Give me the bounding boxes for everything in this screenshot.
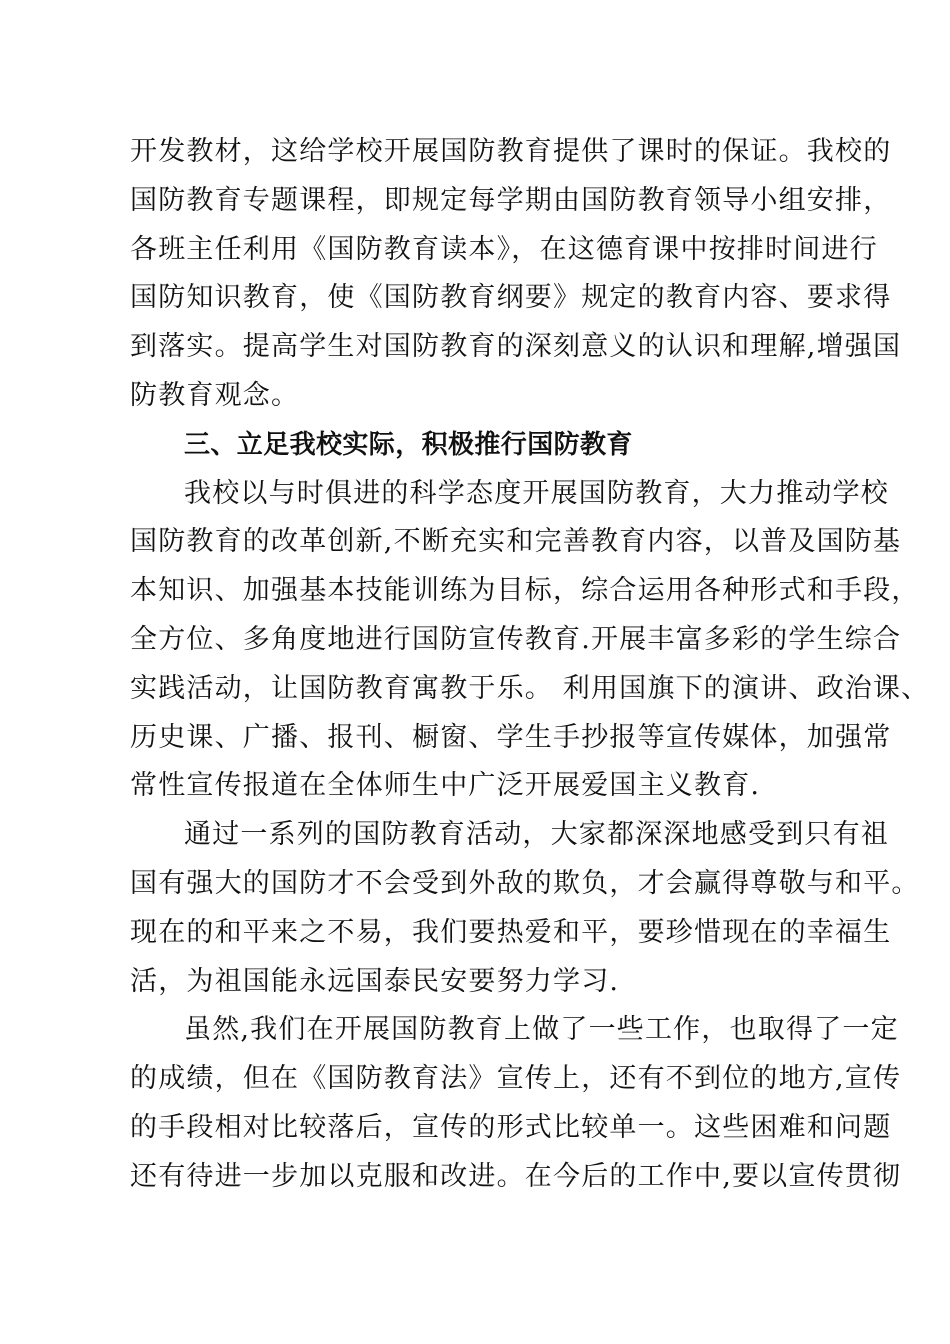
text-line: 各班主任利用《国防教育读本》，在这德育课中按排时间进行 [130, 233, 878, 265]
text-line: 虽然,我们在开展国防教育上做了一些工作，也取得了一定 [184, 1014, 899, 1046]
document-body [130, 128, 930, 1202]
paragraph-activity-impact [130, 811, 920, 1006]
text-line: 的手段相对比较落后，宣传的形式比较单一。这些困难和问题 [130, 1111, 892, 1143]
paragraph-course-guarantee [130, 128, 902, 421]
text-line: 现在的和平来之不易，我们要热爱和平，要珍惜现在的幸福生 [130, 916, 892, 948]
text-line: 国防教育专题课程，即规定每学期由国防教育领导小组安排， [130, 184, 892, 216]
text-line: 全方位、多角度地进行国防宣传教育.开展丰富多彩的学生综合 [130, 623, 902, 655]
text-line: 国防教育的改革创新,不断充实和完善教育内容，以普及国防基 [130, 526, 902, 558]
text-line: 防教育观念。 [130, 379, 300, 411]
paragraph-problems-improvement [130, 1006, 902, 1201]
text-line: 常性宣传报道在全体师生中广泛开展爱国主义教育. [130, 770, 761, 802]
text-line: 开发教材，这给学校开展国防教育提供了课时的保证。我校的 [130, 136, 892, 167]
text-line: 历史课、广播、报刊、橱窗、学生手抄报等宣传媒体，加强常 [130, 721, 892, 753]
text-line: 到落实。提高学生对国防教育的深刻意义的认识和理解,增强国 [130, 331, 902, 363]
section-heading: 三、立足我校实际，积极推行国防教育 [184, 429, 633, 460]
text-line: 通过一系列的国防教育活动，大家都深深地感受到只有祖 [184, 819, 889, 851]
text-line: 我校以与时俱进的科学态度开展国防教育，大力推动学校 [184, 477, 889, 509]
text-line: 实践活动，让国防教育寓教于乐。 利用国旗下的演讲、政治课、 [130, 672, 930, 704]
text-line: 活，为祖国能永远国泰民安要努力学习. [130, 965, 620, 997]
text-line: 本知识、加强基本技能训练为目标，综合运用各种形式和手段， [130, 575, 920, 607]
text-line: 还有待进一步加以克服和改进。在今后的工作中,要以宣传贯彻 [130, 1160, 902, 1192]
text-line: 的成绩，但在《国防教育法》宣传上，还有不到位的地方,宣传 [130, 1063, 902, 1095]
paragraph-education-methods [130, 470, 930, 812]
text-line: 国有强大的国防才不会受到外敌的欺负，才会赢得尊敬与和平。 [130, 867, 920, 899]
text-line: 国防知识教育，使《国防教育纲要》规定的教育内容、要求得 [130, 282, 892, 314]
